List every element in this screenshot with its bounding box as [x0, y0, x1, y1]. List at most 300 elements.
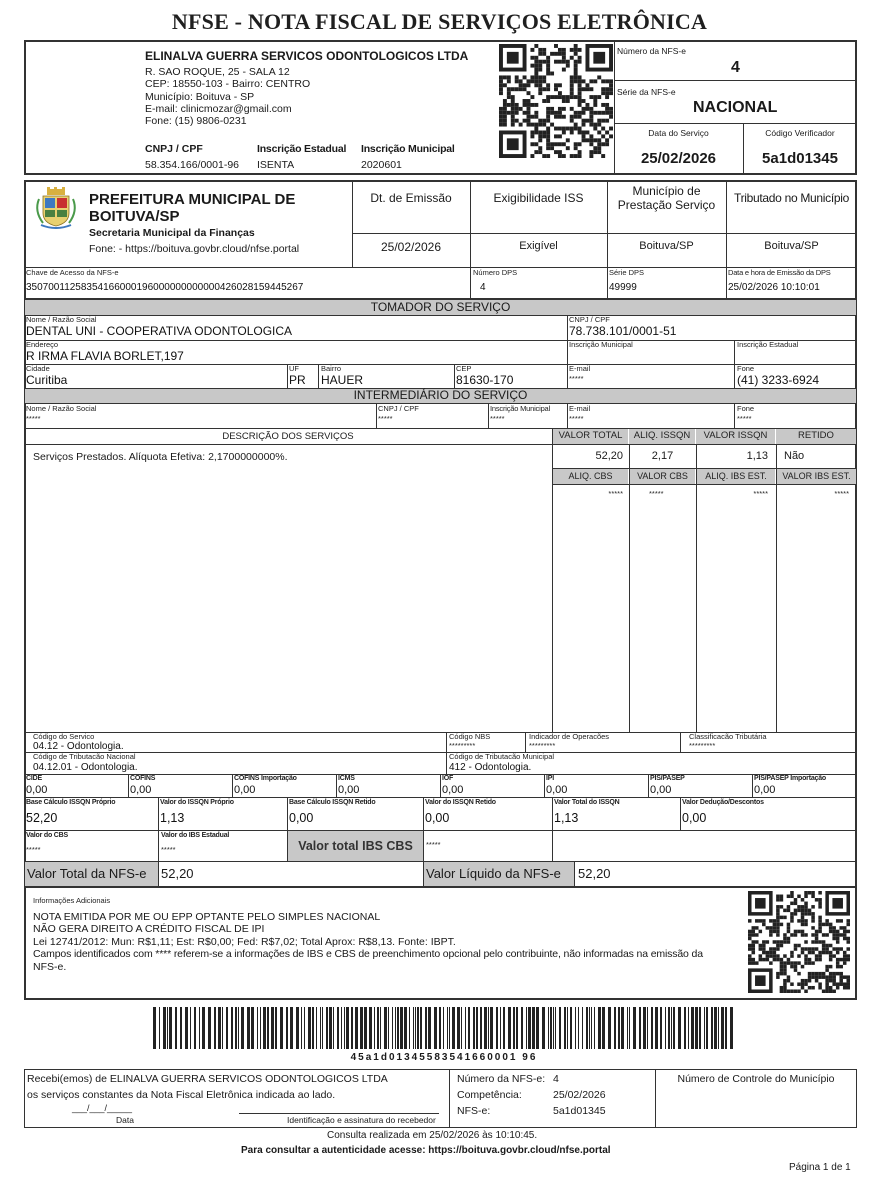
valor-issqn: 1,13 [746, 450, 768, 462]
qr-module [605, 111, 609, 115]
qr-module [519, 123, 523, 127]
qr-module [527, 91, 531, 95]
qr-module [593, 150, 597, 154]
divider [567, 315, 568, 388]
qr-module [546, 119, 550, 123]
qr-module [759, 919, 763, 923]
qr-module [534, 111, 538, 115]
qr-module [815, 958, 819, 962]
qr-module [818, 982, 822, 986]
qr-module [554, 60, 558, 64]
qr-module [558, 111, 562, 115]
qr-module [759, 954, 763, 958]
valor-cbs: ***** [649, 489, 664, 498]
qr-module [811, 905, 815, 909]
aliq-issqn: 2,17 [651, 450, 674, 462]
qr-module [801, 930, 805, 934]
qr-module [538, 146, 542, 150]
barcode-bar [369, 1007, 372, 1049]
qr-module [554, 95, 558, 99]
issqn-value: 0,00 [682, 811, 707, 825]
tomador-nome: DENTAL UNI - COOPERATIVA ODONTOLOGICA [26, 324, 293, 338]
qr-module [523, 111, 527, 115]
divider [158, 830, 159, 861]
qr-module [503, 119, 507, 123]
qr-module [523, 87, 527, 91]
qr-module [570, 107, 574, 111]
divider [525, 732, 526, 752]
qr-module [836, 982, 840, 986]
divider [24, 315, 857, 316]
qr-module [574, 142, 578, 146]
qr-module [804, 902, 808, 906]
qr-module [578, 87, 582, 91]
tributado-label: Tributado no Município [733, 191, 850, 205]
qr-module [804, 947, 808, 951]
qr-module [609, 107, 613, 111]
qr-module [542, 130, 546, 134]
numero-dps-label: Número DPS [473, 268, 518, 277]
issqn-value: 52,20 [26, 811, 58, 825]
qr-module [550, 52, 554, 56]
qr-module [794, 947, 798, 951]
qr-module [773, 958, 777, 962]
qr-module [818, 954, 822, 958]
qr-module [593, 99, 597, 103]
barcode-bar [329, 1007, 332, 1049]
recibo-nfse-label: NFS-e: [457, 1105, 491, 1117]
qr-module [530, 123, 534, 127]
barcode-bar [570, 1007, 572, 1049]
qr-module [804, 933, 808, 937]
recibo-nfse: 5a1d01345 [553, 1105, 606, 1117]
aliq-ibs: ***** [753, 489, 768, 498]
qr-module [846, 982, 850, 986]
qr-module [578, 103, 582, 107]
qr-module [811, 895, 815, 899]
qr-module [780, 958, 784, 962]
qr-module [773, 954, 777, 958]
qr-module [780, 916, 784, 920]
qr-module [554, 150, 558, 154]
qr-module [582, 123, 586, 127]
qr-module [574, 154, 578, 158]
issuer-fone: Fone: (15) 9806-0231 [145, 115, 247, 127]
qr-module [589, 115, 593, 119]
barcode-bar [621, 1007, 624, 1049]
qr-module [822, 989, 826, 993]
qr-module [605, 91, 609, 95]
barcode-bar [290, 1007, 293, 1049]
qr-module [783, 982, 787, 986]
qr-module [574, 123, 578, 127]
qr-module [836, 937, 840, 941]
qr-module [585, 130, 589, 134]
qr-module [818, 986, 822, 990]
barcode-bar [238, 1007, 239, 1049]
qr-module [804, 895, 808, 899]
qr-module [585, 119, 589, 123]
qr-module [538, 150, 542, 154]
barcode-bar [608, 1007, 611, 1049]
qr-module [589, 95, 593, 99]
qr-module [503, 75, 507, 79]
qr-module [787, 961, 791, 965]
qr-module [843, 951, 847, 955]
qr-module [538, 91, 542, 95]
qr-module [499, 79, 503, 83]
qr-module [804, 954, 808, 958]
qr-module [839, 982, 843, 986]
qr-module [811, 972, 815, 976]
qr-module [822, 933, 826, 937]
qr-module [773, 930, 777, 934]
qr-module [546, 127, 550, 131]
qr-module [589, 107, 593, 111]
qr-module [776, 898, 780, 902]
qr-module [534, 72, 538, 76]
qr-module [762, 947, 766, 951]
qr-module [550, 111, 554, 115]
nfse-numero-label: Número da NFS-e [617, 46, 686, 56]
divider [24, 340, 857, 341]
qr-module [550, 146, 554, 150]
qr-module [589, 123, 593, 127]
divider [552, 797, 553, 830]
qr-module [769, 933, 773, 937]
qr-module [836, 961, 840, 965]
qr-module [808, 958, 812, 962]
barcode-bar [384, 1007, 387, 1049]
qr-module [832, 933, 836, 937]
qr-module [804, 979, 808, 983]
qr-module [808, 979, 812, 983]
issuer-ie-label: Inscrição Estadual [257, 143, 347, 155]
qr-module [794, 965, 798, 969]
qr-module [534, 60, 538, 64]
qr-module [582, 79, 586, 83]
divider [128, 774, 129, 797]
barcode-bar [671, 1007, 672, 1049]
qr-module [507, 91, 511, 95]
qr-module [769, 930, 773, 934]
qr-module [759, 930, 763, 934]
qr-module [574, 127, 578, 131]
qr-module [554, 83, 558, 87]
qr-module [808, 972, 812, 976]
tomador-email: ***** [569, 374, 584, 383]
qr-module [836, 958, 840, 962]
codigo-servico: 04.12 - Odontologia. [33, 741, 124, 752]
qr-module [748, 947, 752, 951]
qr-module [825, 944, 829, 948]
divider [776, 444, 777, 732]
qr-module [499, 107, 503, 111]
barcode-bar [457, 1007, 460, 1049]
qr-module [748, 930, 752, 934]
qr-module [836, 930, 840, 934]
trib-nacional-label: Código de Tributacão Nacional [33, 752, 136, 761]
qr-module [804, 940, 808, 944]
qr-module [797, 909, 801, 913]
qr-module [503, 115, 507, 119]
qr-module [818, 930, 822, 934]
qr-module [578, 111, 582, 115]
qr-module [794, 930, 798, 934]
qr-module [843, 926, 847, 930]
qr-module [829, 958, 833, 962]
qr-module [570, 91, 574, 95]
barcode-bar [169, 1007, 172, 1049]
qr-module [832, 926, 836, 930]
trib-nacional: 04.12.01 - Odontologia. [33, 762, 138, 773]
qr-module [829, 975, 833, 979]
recibo-controle-label: Número de Controle do Município [677, 1073, 835, 1085]
qr-module [546, 64, 550, 68]
barcode-bar [316, 1007, 317, 1049]
qr-module [546, 68, 550, 72]
qr-module [601, 142, 605, 146]
barcode-bar [199, 1007, 200, 1049]
qr-module [808, 947, 812, 951]
tomador-endereco-label: Endereço [26, 340, 59, 349]
qr-module [503, 107, 507, 111]
barcode-bar [397, 1007, 399, 1049]
divider [607, 267, 608, 300]
qr-module [829, 986, 833, 990]
qr-module [582, 111, 586, 115]
barcode-bar [180, 1007, 182, 1049]
qr-module [546, 134, 550, 138]
qr-module [755, 933, 759, 937]
qr-module [790, 965, 794, 969]
qr-module [787, 975, 791, 979]
barcode-bar [548, 1007, 549, 1049]
qr-module [776, 940, 780, 944]
issqn-label: Base Cálculo ISSQN Próprio [26, 799, 116, 806]
qr-module [790, 891, 794, 895]
data-servico: 25/02/2026 [640, 150, 717, 167]
qr-module [527, 83, 531, 87]
divider [24, 444, 857, 445]
barcode-bar [532, 1007, 535, 1049]
intermediario-nome: ***** [26, 414, 41, 423]
info-line: Campos identificados com **** referem-se a informações de IBS e CBS de preenchimento opcional pelo contribuinte, não informadas na emissão da [33, 948, 703, 960]
qr-module [601, 79, 605, 83]
qr-module [589, 154, 593, 158]
qr-module [832, 937, 836, 941]
qr-module [574, 48, 578, 52]
qr-module [780, 961, 784, 965]
serie-dps-label: Série DPS [609, 268, 645, 277]
qr-module [558, 134, 562, 138]
qr-module [499, 119, 503, 123]
intermediario-fone: ***** [737, 414, 752, 423]
qr-module [776, 895, 780, 899]
barcode-bar [417, 1007, 419, 1049]
barcode-bar [333, 1007, 334, 1049]
qr-module [752, 940, 756, 944]
qr-module [801, 898, 805, 902]
divider [454, 364, 455, 388]
ibs-value: ***** [161, 845, 176, 854]
qr-module [815, 979, 819, 983]
trib-municipal-label: Código de Tributacão Municipal [449, 752, 555, 761]
tomador-ie-label: Inscrição Estadual [737, 340, 799, 349]
qr-module [542, 79, 546, 83]
qr-module [578, 99, 582, 103]
qr-module [825, 982, 829, 986]
qr-module [585, 107, 589, 111]
intermediario-email: ***** [569, 414, 584, 423]
barcode-bar [322, 1007, 323, 1049]
tributo-value: 0,00 [234, 784, 256, 796]
qr-module [748, 954, 752, 958]
qr-module [507, 95, 511, 99]
barcode-bar [271, 1007, 274, 1049]
qr-module [578, 79, 582, 83]
barcode-bar [275, 1007, 277, 1049]
qr-module [752, 930, 756, 934]
qr-module [538, 79, 542, 83]
qr-module [783, 937, 787, 941]
qr-module [570, 154, 574, 158]
barcode-bar [308, 1007, 311, 1049]
qr-module [776, 930, 780, 934]
recibo-assinatura-label: Identificação e assinatura do recebedor [287, 1115, 436, 1125]
qr-module [597, 138, 601, 142]
qr-module [566, 95, 570, 99]
issuer-address: R. SAO ROQUE, 25 - SALA 12 [145, 66, 290, 78]
barcode-bar [473, 1007, 475, 1049]
descricao-header: DESCRIÇÃO DOS SERVIÇOS [222, 431, 354, 442]
qr-module [776, 926, 780, 930]
qr-module [605, 79, 609, 83]
qr-module [546, 56, 550, 60]
qr-module [818, 951, 822, 955]
qr-module [582, 119, 586, 123]
qr-module [574, 146, 578, 150]
qr-module [836, 947, 840, 951]
barcode-bar [449, 1007, 450, 1049]
qr-finder [755, 898, 766, 909]
qr-module [538, 134, 542, 138]
qr-module [601, 119, 605, 123]
qr-module [787, 926, 791, 930]
qr-module [597, 130, 601, 134]
qr-module [787, 979, 791, 983]
barcode-bar [629, 1007, 630, 1049]
document-title: NFSE - NOTA FISCAL DE SERVIÇOS ELETRÔNICA [171, 9, 708, 34]
qr-module [530, 75, 534, 79]
qr-module [562, 130, 566, 134]
barcode-bar [536, 1007, 539, 1049]
header-retido: RETIDO [776, 429, 856, 444]
qr-module [538, 87, 542, 91]
qr-module [766, 954, 770, 958]
cbs-label: Valor do CBS [26, 832, 68, 839]
divider [696, 444, 697, 732]
divider [24, 886, 857, 888]
qr-module [769, 961, 773, 965]
qr-module [538, 64, 542, 68]
qr-module [562, 115, 566, 119]
qr-module [839, 979, 843, 983]
barcode-bar [655, 1007, 658, 1049]
qr-module [546, 72, 550, 76]
qr-module [808, 951, 812, 955]
qr-module [832, 979, 836, 983]
qr-module [562, 142, 566, 146]
qr-module [822, 951, 826, 955]
barcode-bar [704, 1007, 705, 1049]
qr-module [550, 72, 554, 76]
qr-module [794, 909, 798, 913]
qr-module [511, 87, 515, 91]
barcode-bar [559, 1007, 561, 1049]
barcode-bar [461, 1007, 462, 1049]
qr-module [554, 115, 558, 119]
qr-module [776, 958, 780, 962]
divider [449, 1069, 450, 1128]
qr-module [562, 48, 566, 52]
qr-module [755, 961, 759, 965]
barcode-bar [721, 1007, 724, 1049]
prefeitura-name-2: BOITUVA/SP [89, 208, 180, 225]
barcode-bar [668, 1007, 670, 1049]
qr-module [780, 965, 784, 969]
qr-module [511, 119, 515, 123]
qr-module [773, 923, 777, 927]
qr-module [843, 982, 847, 986]
qr-module [527, 115, 531, 119]
qr-module [846, 940, 850, 944]
qr-module [801, 979, 805, 983]
valor-total: 52,20 [595, 450, 623, 462]
barcode-bar [503, 1007, 505, 1049]
qr-module [804, 958, 808, 962]
divider [614, 80, 857, 81]
barcode-bar [267, 1007, 269, 1049]
intermediario-title: INTERMEDIÁRIO DO SERVIÇO [353, 388, 528, 402]
classificacao-label: Classificacão Tributária [689, 732, 767, 741]
qr-module [546, 95, 550, 99]
qr-module [534, 142, 538, 146]
qr-module [780, 944, 784, 948]
qr-module [825, 989, 829, 993]
qr-module [534, 150, 538, 154]
barcode-bar [377, 1007, 379, 1049]
qr-module [783, 933, 787, 937]
qr-module [766, 926, 770, 930]
qr-module [527, 119, 531, 123]
qr-module [597, 119, 601, 123]
tomador-cnpj-label: CNPJ / CPF [569, 315, 610, 324]
divider [552, 830, 553, 861]
qr-module [574, 95, 578, 99]
qr-module [752, 947, 756, 951]
qr-module [811, 891, 815, 895]
qr-module [829, 972, 833, 976]
issuer-cnpj-label: CNPJ / CPF [145, 143, 203, 155]
tributo-label: IOF [442, 775, 454, 782]
qr-module [804, 912, 808, 916]
divider [287, 797, 288, 830]
qr-module [846, 958, 850, 962]
qr-module [609, 83, 613, 87]
barcode-bar [341, 1007, 342, 1049]
qr-module [783, 968, 787, 972]
